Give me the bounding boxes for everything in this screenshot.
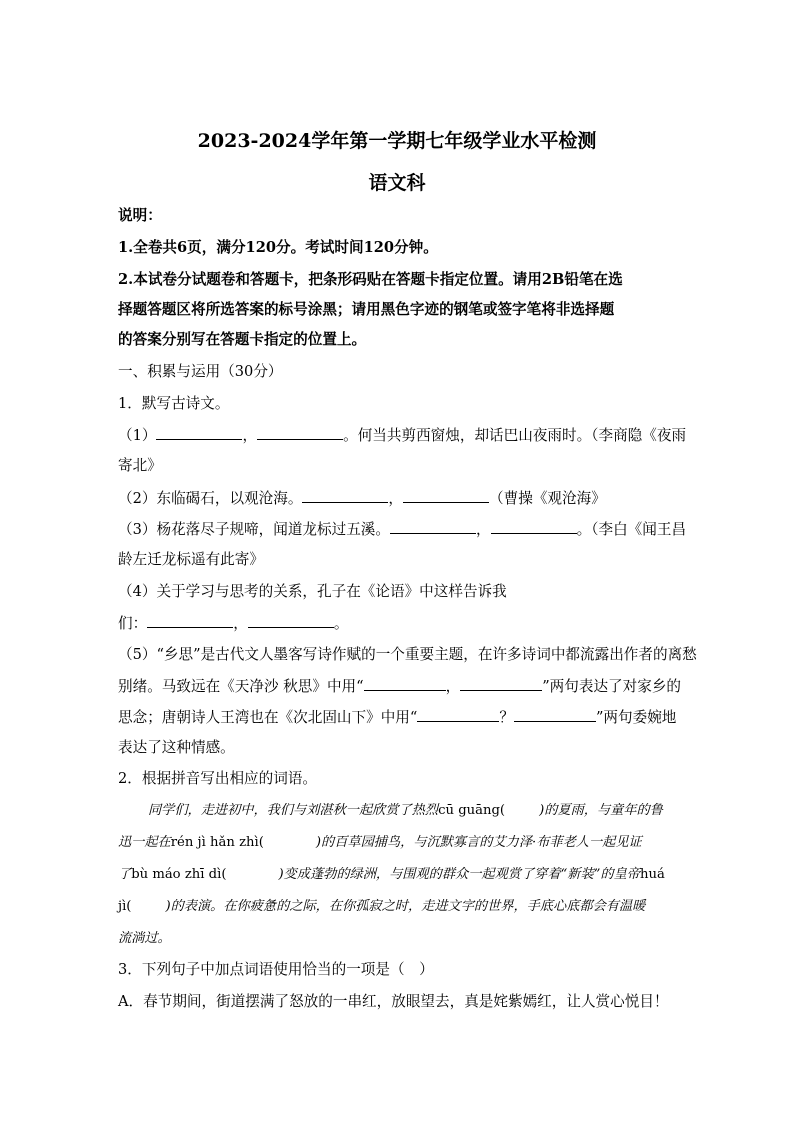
pinyin: jì(: [118, 899, 132, 914]
q1-p2-sep: ，: [388, 490, 404, 507]
answer-blank[interactable]: [491, 519, 577, 534]
note-1: 1.全卷共6页，满分120分。考试时间120分钟。: [118, 239, 438, 256]
q1-part-3: [118, 519, 687, 540]
q1-p2-prefix: （2）东临碣石，以观沧海。: [118, 490, 303, 507]
q2-text: )的百草园捕鸟，与沉默寡言的艾力泽·布菲老人一起见证: [315, 835, 642, 850]
q2-text: 同学们，走进初中，我们与刘湛秋一起欣赏了热烈: [148, 803, 439, 818]
q1-p3-prefix: （3）杨花落尽子规啼，闻道龙标过五溪。: [118, 521, 390, 538]
pinyin: cū guāng(: [438, 803, 506, 818]
q1-p4-prefix: 们：: [118, 615, 148, 632]
q1-p5-b2: ，: [445, 678, 461, 695]
q1-p2-rest: （曹操《观沧海》: [489, 490, 606, 507]
q1-part-1: [118, 425, 687, 446]
q1-p4-sep: ，: [233, 615, 248, 632]
answer-blank[interactable]: [514, 707, 596, 722]
q1-p1-prefix: （1）: [118, 427, 157, 444]
exam-title: 2023-2024学年第一学期七年级学业水平检测: [197, 130, 597, 152]
answer-blank[interactable]: [248, 613, 334, 628]
q1-p5-b1: 别绪。马致远在《天净沙 秋思》中用“: [118, 678, 364, 695]
q2-text: 了: [118, 867, 132, 882]
answer-blank[interactable]: [460, 676, 542, 691]
answer-blank[interactable]: [364, 676, 446, 691]
q1-p3-sep: ，: [475, 521, 491, 538]
answer-blank[interactable]: [156, 425, 242, 440]
q1-stem: 1．默写古诗文。: [118, 395, 230, 412]
q3-option-a[interactable]: A．春节期间，街道摆满了怒放的一串红，放眼望去，真是姹紫嫣红，让人赏心悦目！: [118, 993, 669, 1010]
pinyin: huá: [639, 867, 665, 882]
q1-p5-c3: ”两句委婉地: [595, 709, 677, 726]
pinyin: rén jì hǎn zhì(: [170, 835, 264, 850]
answer-blank[interactable]: [257, 425, 343, 440]
q2-text: 迅一起在: [118, 835, 171, 850]
q1-p5-b3: ”两句表达了对家乡的: [542, 678, 682, 695]
q2-passage-line-1: [148, 801, 708, 821]
q2-text: )变成蓬勃的绿洲，与围观的群众一起观赏了穿着“新装”的皇帝: [278, 867, 640, 882]
q1-part-3-tail: 龄左迁龙标遥有此寄》: [118, 551, 264, 568]
q2-text: )的表演。在你疲惫的之际，在你孤寂之时，走进文字的世界，手底心底都会有温暖: [165, 899, 646, 914]
pinyin: bù máo zhī dì(: [131, 867, 227, 882]
q3-stem: 3．下列句子中加点词语使用恰当的一项是（ ）: [118, 961, 434, 978]
section-1-heading: 一、积累与运用（30分）: [118, 363, 283, 380]
q1-part-2: [118, 488, 678, 509]
note-2-line-3: 的答案分别写在答题卡指定的位置上。: [118, 331, 367, 348]
answer-blank[interactable]: [403, 488, 489, 503]
q2-stem: 2．根据拼音写出相应的词语。: [118, 770, 318, 787]
answer-blank[interactable]: [390, 519, 476, 534]
q1-part-5-line-4: 表达了这种情感。: [118, 739, 235, 756]
q1-p3-rest: 。（李白《闻王昌: [576, 521, 687, 538]
q1-part-5-line-1: （5）“乡思”是古代文人墨客写诗作赋的一个重要主题，在许多诗词中都流露出作者的离愁: [118, 646, 697, 663]
q2-passage-line-4: [118, 897, 678, 917]
answer-blank[interactable]: [147, 613, 233, 628]
q1-part-5-line-3: [118, 707, 678, 728]
q1-p1-sep: ，: [242, 427, 258, 444]
q1-part-4-line-2: [118, 613, 678, 634]
notes-heading: 说明：: [118, 207, 162, 224]
q2-passage-line-5: 流淌过。: [118, 931, 171, 946]
q1-part-1-tail: 寄北》: [118, 457, 162, 474]
answer-blank[interactable]: [302, 488, 388, 503]
q1-p4-end: 。: [333, 615, 349, 632]
q2-passage-line-2: [118, 833, 678, 853]
note-2-line-1: 2.本试卷分试题卷和答题卡，把条形码贴在答题卡指定位置。请用2B铅笔在选: [118, 271, 623, 288]
q1-p5-c1: 思念；唐朝诗人王湾也在《次北固山下》中用“: [118, 709, 418, 726]
q2-passage-line-3: [118, 865, 678, 885]
exam-subject: 语文科: [368, 172, 426, 194]
q2-text: )的夏雨，与童年的鲁: [539, 803, 663, 818]
note-2-line-2: 择题答题区将所选答案的标号涂黑；请用黑色字迹的钢笔或签字笔将非选择题: [118, 301, 615, 318]
q1-part-4-line-1: （4）关于学习与思考的关系，孔子在《论语》中这样告诉我: [118, 583, 507, 600]
q1-p1-rest: 。何当共剪西窗烛，却话巴山夜雨时。（李商隐《夜雨: [343, 427, 687, 444]
q1-p5-c2: ？: [499, 709, 514, 726]
q1-part-5-line-2: [118, 676, 682, 697]
answer-blank[interactable]: [417, 707, 499, 722]
